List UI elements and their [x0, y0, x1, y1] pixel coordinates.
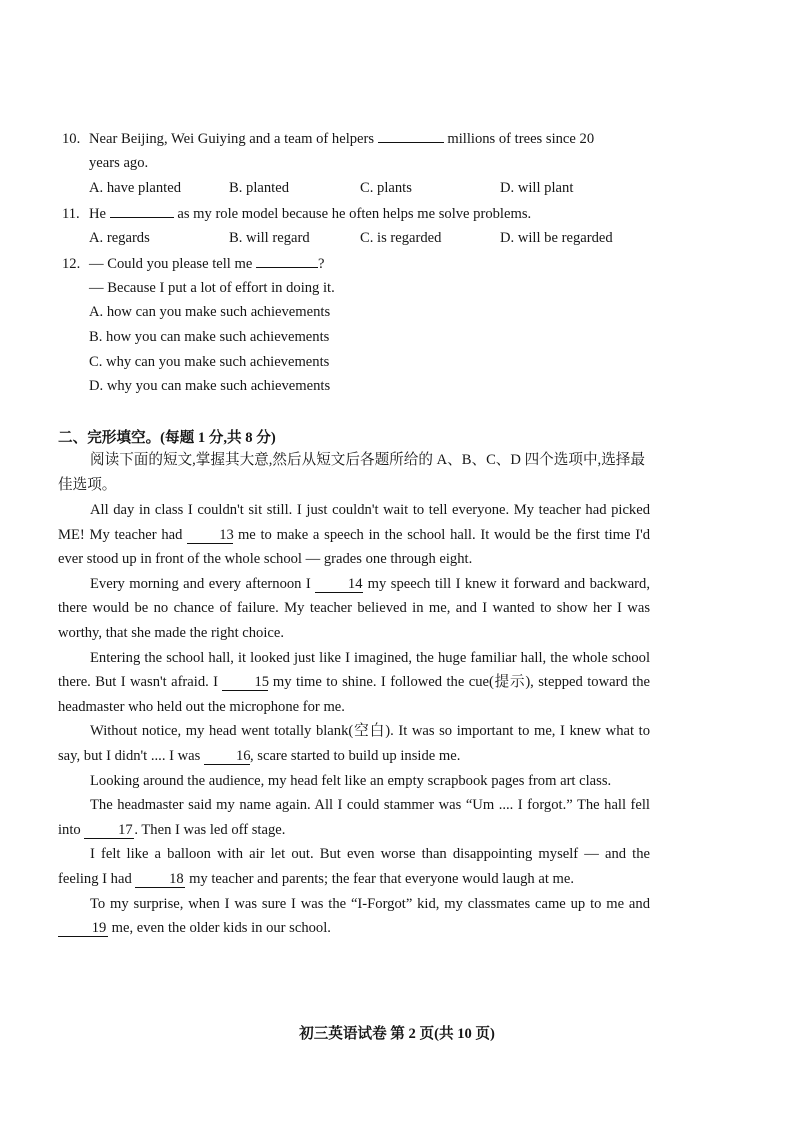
passage-text: Without notice, my head went totally blank(空白). It was so important to me, I knew what to say, but I didn't .... I was: [58, 723, 650, 764]
answer-blank: [378, 130, 444, 143]
paragraph-3: [58, 646, 650, 720]
question-12-reply: — Because I put a lot of effort in doing it.: [89, 280, 335, 296]
passage-text: my teacher and parents; the fear that everyone would laugh at me.: [189, 870, 575, 887]
cloze-blank-16: 16: [204, 749, 250, 765]
passage-text: . Then I was led off stage.: [134, 821, 286, 838]
cloze-blank-17: 17: [84, 823, 134, 839]
question-text: as my role model because he often helps me solve problems.: [177, 206, 532, 222]
option-c: C. is regarded: [360, 230, 442, 246]
question-number: 12.: [62, 256, 81, 272]
option-c: C. plants: [360, 180, 412, 196]
option-a: A. regards: [89, 230, 150, 246]
question-10-stem: [62, 130, 594, 148]
option-d: D. will be regarded: [500, 230, 613, 246]
cloze-blank-14: 14: [315, 577, 363, 593]
paragraph-7: [58, 842, 650, 891]
option-b: B. planted: [229, 180, 289, 196]
paragraph-1: [58, 498, 650, 572]
answer-blank: [110, 205, 174, 218]
option-a: A. how can you make such achievements: [89, 304, 331, 320]
cloze-blank-13: 13: [187, 528, 233, 544]
option-a: A. have planted: [89, 180, 181, 196]
paragraph-6: [58, 793, 650, 842]
question-12-stem: [62, 255, 324, 273]
option-d: D. why you can make such achievements: [89, 378, 331, 394]
question-number: 10.: [62, 131, 81, 147]
passage-text: , scare started to build up inside me.: [250, 747, 461, 764]
passage: [58, 498, 650, 941]
cloze-blank-18: 18: [135, 872, 185, 888]
paragraph-2: [58, 572, 650, 646]
passage-text: Every morning and every afternoon I: [90, 575, 311, 592]
question-number: 11.: [62, 206, 80, 222]
passage-text: All day in class I couldn't sit still. I just couldn't wait to tell everyone. My teacher had picked ME! My teacher had: [58, 502, 650, 543]
passage-text: I felt like a balloon with air let out. But even worse than disappointing myself — and the feeling I had: [58, 846, 650, 887]
passage-text: The headmaster said my name again. All I could stammer was “Um .... I forgot.” The hall fell into: [58, 797, 650, 838]
option-c: C. why can you make such achievements: [89, 354, 330, 370]
question-text: — Could you please tell me: [89, 256, 253, 272]
passage-text: my speech till I knew it forward and backward, there would be no chance of failure. My teacher believed in me, and I wanted to show her I was worthy, that she made the right choice.: [58, 575, 650, 641]
instruction-text: 阅读下面的短文,掌握其大意,然后从短文后各题所给的 A、B、C、D 四个选项中,选择最佳选项。: [58, 452, 645, 493]
passage-text: me to make a speech in the school hall. It would be the first time I'd ever stood up in front of the whole school — grades one through eight.: [58, 526, 651, 568]
question-text: Near Beijing, Wei Guiying and a team of helpers: [89, 131, 375, 147]
section-instruction: [58, 448, 650, 497]
section-title: 二、完形填空。(每题 1 分,共 8 分): [58, 430, 276, 446]
question-11-stem: [62, 205, 531, 223]
passage-text: To my surprise, when I was sure I was the “I-Forgot” kid, my classmates came up to me and: [90, 895, 650, 912]
question-text: ?: [318, 256, 325, 272]
question-10-stem-continued: years ago.: [89, 155, 149, 171]
question-text: millions of trees since 20: [447, 131, 595, 147]
passage-text: me, even the older kids in our school.: [111, 920, 331, 937]
passage-text: my time to shine. I followed the cue(提示), stepped toward the headmaster who held out the microphone for me.: [58, 674, 651, 715]
page-footer: 初三英语试卷 第 2 页(共 10 页): [299, 1026, 495, 1042]
option-d: D. will plant: [500, 180, 574, 196]
option-b: B. how you can make such achievements: [89, 329, 330, 345]
cloze-blank-19: 19: [58, 921, 108, 937]
paragraph-5: Looking around the audience, my head felt like an empty scrapbook pages from art class.: [90, 772, 612, 789]
cloze-blank-15: 15: [222, 675, 268, 691]
option-b: B. will regard: [229, 230, 310, 246]
paragraph-4: [58, 719, 650, 768]
passage-text: Entering the school hall, it looked just like I imagined, the huge familiar hall, the whole school there. But I wasn't afraid. I: [58, 649, 650, 691]
answer-blank: [256, 255, 318, 268]
paragraph-8: [58, 892, 650, 941]
question-text: He: [89, 206, 107, 222]
